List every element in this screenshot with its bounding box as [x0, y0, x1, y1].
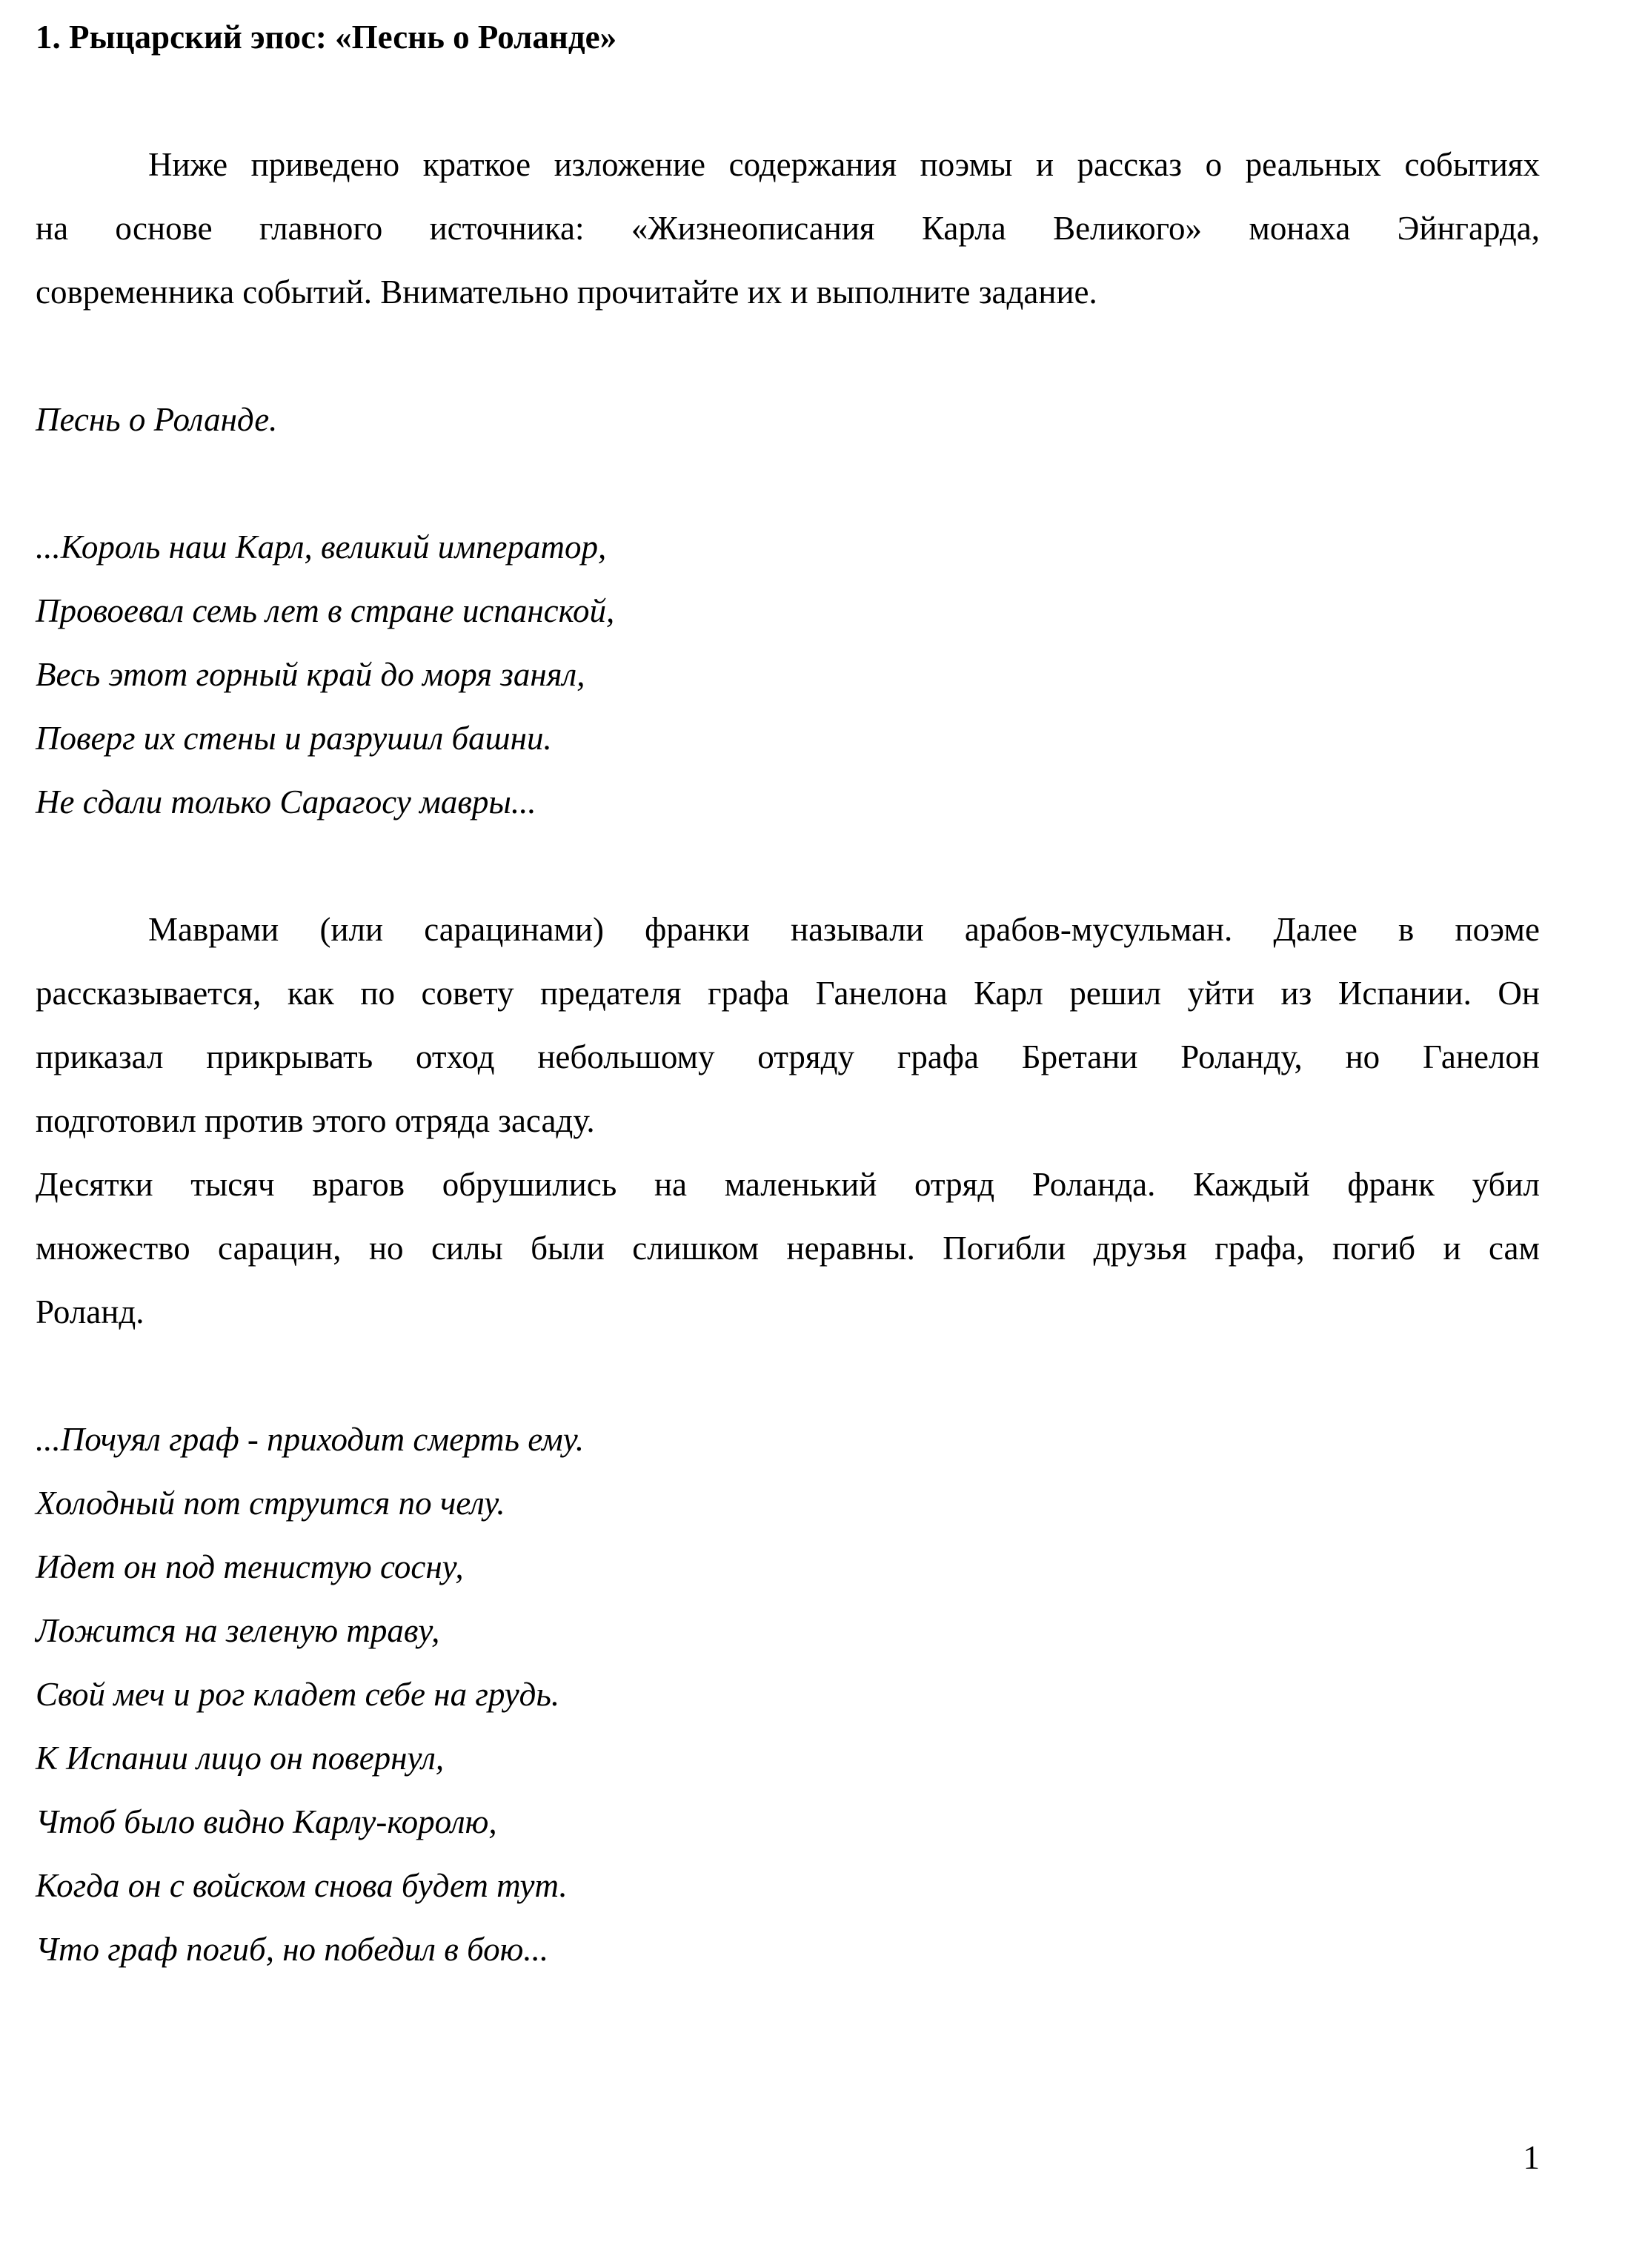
- body-paragraph-line: Десятки тысяч врагов обрушились на маленький отряд Роланда. Каждый франк убил: [36, 1166, 1540, 1203]
- verse-line: Ложится на зеленую траву,: [36, 1612, 440, 1649]
- spacer: [36, 834, 1540, 898]
- verse-line: Провоевал семь лет в стране испанской,: [36, 592, 615, 629]
- poem-title: Песнь о Роланде.: [36, 401, 278, 438]
- verse-line: Идет он под тенистую сосну,: [36, 1548, 464, 1585]
- verse-line: Чтоб было видно Карлу-королю,: [36, 1803, 497, 1840]
- verse-line: К Испании лицо он повернул,: [36, 1740, 445, 1777]
- verse-line: Холодный пот струится по челу.: [36, 1485, 505, 1522]
- verse-line: ...Король наш Карл, великий император,: [36, 528, 607, 566]
- body-paragraph-line: подготовил против этого отряда засаду.: [36, 1102, 595, 1139]
- verse-line: Что граф погиб, но победил в бою...: [36, 1931, 549, 1968]
- spacer: [36, 69, 1540, 133]
- page-title: 1. Рыцарский эпос: «Песнь о Роланде»: [36, 19, 617, 56]
- verse-line: Не сдали только Сарагосу мавры...: [36, 783, 536, 820]
- verse-line: Когда он с войском снова будет тут.: [36, 1867, 568, 1904]
- verse-line: ...Почуял граф - приходит смерть ему.: [36, 1421, 585, 1458]
- spacer: [36, 324, 1540, 388]
- body-paragraph-line: рассказывается, как по совету предателя графа Ганелона Карл решил уйти из Испании. Он: [36, 975, 1540, 1012]
- body-paragraph-line: Роланд.: [36, 1293, 144, 1330]
- verse-line: Поверг их стены и разрушил башни.: [36, 720, 552, 757]
- page-number: 1: [1523, 2139, 1540, 2176]
- verse-line: Свой меч и рог кладет себе на грудь.: [36, 1676, 560, 1713]
- body-paragraph-line: множество сарацин, но силы были слишком неравны. Погибли друзья графа, погиб и сам: [36, 1230, 1540, 1267]
- verse-line: Весь этот горный край до моря занял,: [36, 656, 585, 693]
- intro-paragraph-line: современника событий. Внимательно прочитайте их и выполните задание.: [36, 273, 1097, 311]
- spacer: [36, 451, 1540, 515]
- body-paragraph-line: приказал прикрывать отход небольшому отряду графа Бретани Роланду, но Ганелон: [36, 1038, 1540, 1075]
- body-paragraph-line: Маврами (или сарацинами) франки называли арабов-мусульман. Далее в поэме: [148, 911, 1540, 948]
- intro-paragraph-line: Ниже приведено краткое изложение содержания поэмы и рассказ о реальных событиях: [148, 146, 1540, 183]
- spacer: [36, 1344, 1540, 1407]
- intro-paragraph-line: на основе главного источника: «Жизнеописания Карла Великого» монаха Эйнгарда,: [36, 210, 1540, 247]
